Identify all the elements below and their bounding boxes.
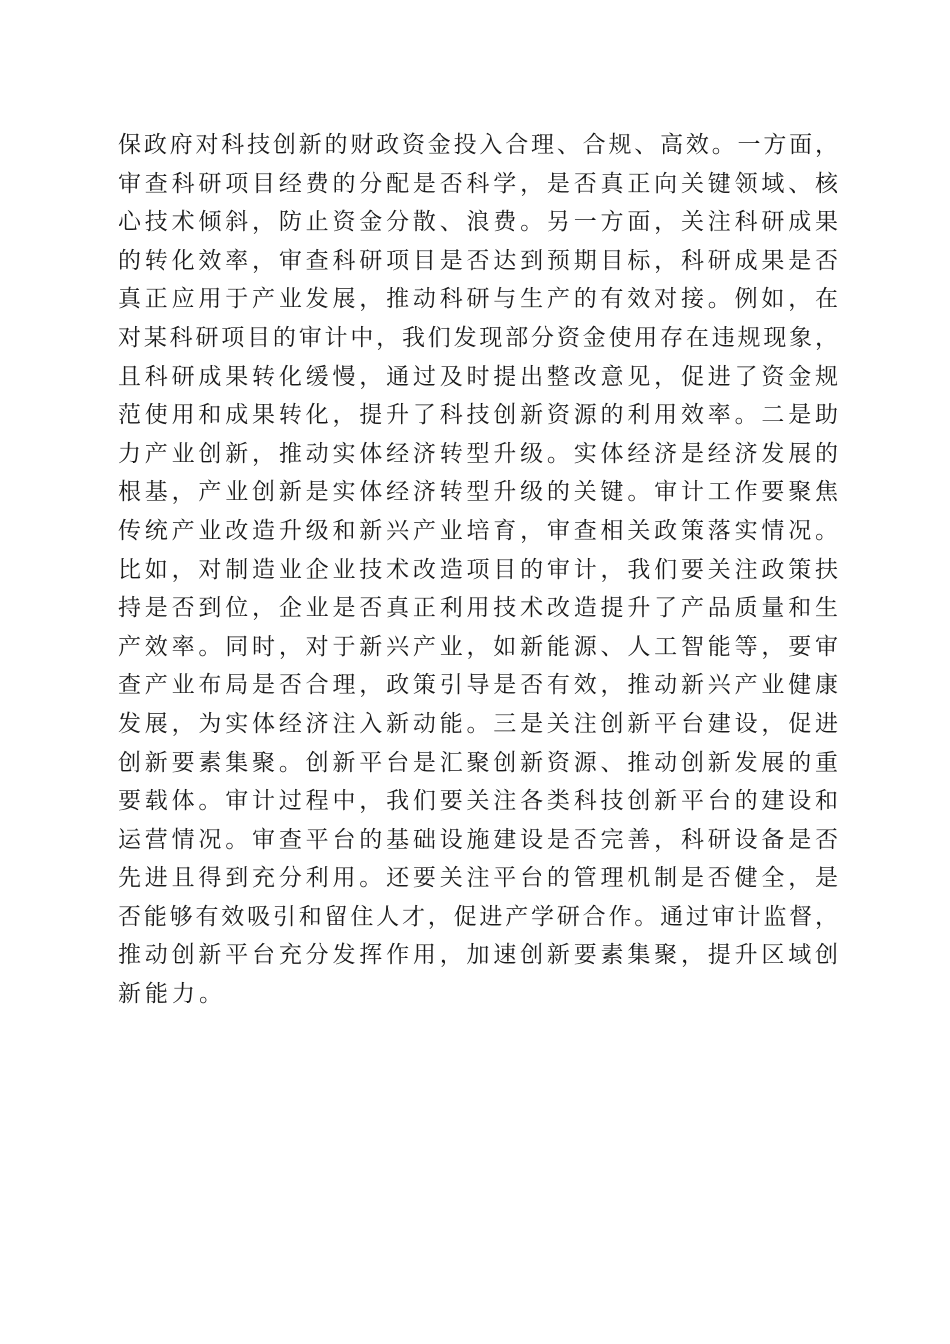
text-line: 运营情况。审查平台的基础设施建设是否完善，科研设备是否 [118, 826, 838, 853]
text-line: 心技术倾斜，防止资金分散、浪费。另一方面，关注科研成果 [118, 209, 838, 236]
text-line: 发展，为实体经济注入新动能。三是关注创新平台建设，促进 [118, 710, 838, 737]
text-line: 产效率。同时，对于新兴产业，如新能源、人工智能等，要审 [118, 633, 838, 660]
text-line: 保政府对科技创新的财政资金投入合理、合规、高效。一方面， [118, 132, 838, 158]
text-line: 要载体。审计过程中，我们要关注各类科技创新平台的建设和 [118, 788, 838, 815]
text-line: 持是否到位，企业是否真正利用技术改造提升了产品质量和生 [118, 595, 838, 622]
text-line-last: 新能力。 [118, 981, 226, 1008]
text-line: 且科研成果转化缓慢，通过及时提出整改意见，促进了资金规 [118, 363, 838, 390]
text-line: 审查科研项目经费的分配是否科学，是否真正向关键领域、核 [118, 170, 838, 197]
text-line: 先进且得到充分利用。还要关注平台的管理机制是否健全，是 [118, 865, 838, 892]
text-line: 否能够有效吸引和留住人才，促进产学研合作。通过审计监督， [118, 903, 838, 930]
text-line: 比如，对制造业企业技术改造项目的审计，我们要关注政策扶 [118, 556, 838, 583]
text-line: 查产业布局是否合理，政策引导是否有效，推动新兴产业健康 [118, 672, 838, 699]
text-line: 力产业创新，推动实体经济转型升级。实体经济是经济发展的 [118, 440, 838, 467]
text-line: 创新要素集聚。创新平台是汇聚创新资源、推动创新发展的重 [118, 749, 838, 776]
text-line: 对某科研项目的审计中，我们发现部分资金使用存在违规现象， [118, 324, 838, 351]
text-line: 推动创新平台充分发挥作用，加速创新要素集聚，提升区域创 [118, 942, 838, 969]
body-paragraph [118, 126, 838, 1014]
text-line: 根基，产业创新是实体经济转型升级的关键。审计工作要聚焦 [118, 479, 838, 506]
text-line: 的转化效率，审查科研项目是否达到预期目标，科研成果是否 [118, 247, 838, 274]
text-line: 真正应用于产业发展，推动科研与生产的有效对接。例如，在 [118, 286, 838, 313]
text-line: 传统产业改造升级和新兴产业培育，审查相关政策落实情况。 [118, 517, 838, 544]
text-line: 范使用和成果转化，提升了科技创新资源的利用效率。二是助 [118, 402, 838, 429]
